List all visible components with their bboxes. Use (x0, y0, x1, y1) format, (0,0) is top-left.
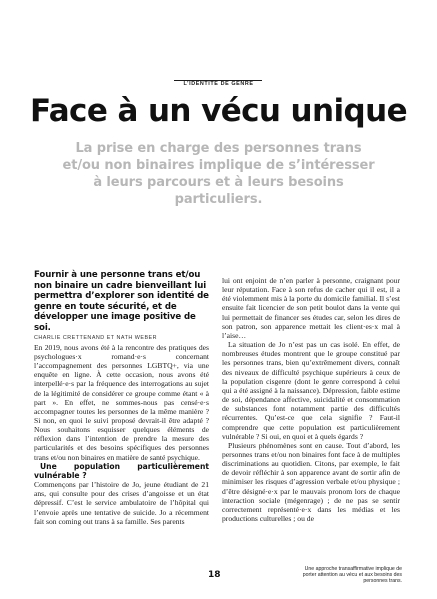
article-byline: CHARLIE CRETTENAND ET NATH WEBER (34, 334, 158, 341)
section-subhead: Une population particulièrement vulnérable ? (34, 461, 209, 480)
section-kicker: L’IDENTITÉ DE GENRE (183, 81, 254, 87)
page-number: 18 (208, 570, 221, 580)
body-paragraph: La situation de Jo n’est pas un cas isolé. En effet, de nombreuses études montrent que le groupe constitué par les personnes trans, bien qu’extrêmement divers, connaît des niveaux de difficulté psychique supérieurs à ceux de la population cisgenre (dont le genre correspond à celui qui a été assigné à la naissance). Dépression, faible estime de soi, dépendance affective, suicidalité et consommation de substances font notamment partie des difficultés récurrentes. Qu’est-ce que cela signifie ? Faut-il comprendre que cette population est particulièrement vulnérable ? Si oui, en quoi et à quels égards ? (222, 340, 400, 441)
column-left (34, 270, 209, 526)
footer-caption: Une approche transaffirmative implique de porter attention au vécu et aux besoins des personnes trans. (302, 566, 402, 585)
article-lead: Fournir à une personne trans et/ou non binaire un cadre bienveillant lui permettra d’explorer son identité de genre en toute sécurité, et de développer une image positive de soi. (34, 270, 209, 333)
article-title: Face à un vécu unique (29, 93, 408, 129)
body-paragraph: lui ont enjoint de n’en parler à personne, craignant pour leur réputation. Face à son refus de cacher qui il est, il a été violemment mis à la porte du domicile familial. Il s’est ensuite fait licencier de son petit boulot dans la vente qui lui permettait de financer ses études car, selon les dires de son patron, son apparence mettait les client·es·x mal à l’aise… (222, 276, 400, 340)
body-paragraph: Plusieurs phénomènes sont en cause. Tout d’abord, les personnes trans et/ou non binaires font face à de multiples discriminations au quotidien. Citons, par exemple, le fait de devoir réfléchir à son apparence avant de sortir afin de minimiser les risques d’agression verbale et/ou physique ; d’être désigné·e·x par le mauvais pronom lors de chaque interaction sociale (mégenrage) ; de ne pas se sentir correctement représenté·e·x dans les médias et les productions culturelles ; ou de (222, 440, 400, 524)
body-paragraph: En 2019, nous avons été à la rencontre des pratiques des psychologues·x romand·e·s concernant l’accompagnement des personnes LGBTQ+, via une enquête en ligne. À cette occasion, nous avons été interpellé·e·s par la fréquence des interrogations au sujet de la légitimité de considérer ce groupe comme étant « à part ». En effet, ne sommes-nous pas censé·e·s accompagner toutes les personnes de la même manière ? Si non, en quoi le suivi proposé devrait-il être adapté ? Nous souhaitons esquisser quelques éléments de réflexion dans l’intention de prendre la mesure des particularités et des besoins spécifiques des personnes trans et/ou non binaires en matière de santé psychique. (34, 342, 209, 462)
article-subtitle: La prise en charge des personnes trans et/ou non binaires implique de s’intéresser à leurs parcours et à leurs besoins particuliers. (62, 141, 375, 207)
column-right (222, 276, 400, 523)
body-paragraph: Commençons par l’histoire de Jo, jeune étudiant de 21 ans, qui consulte pour des crises d’angoisse et un état dépressif. C’est le service ambulatoire de l’hôpital qui l’envoie après une tentative de suicide. Jo a récemment fait son coming out trans à sa famille. Ses parents (34, 480, 209, 526)
kicker-container (0, 72, 437, 90)
